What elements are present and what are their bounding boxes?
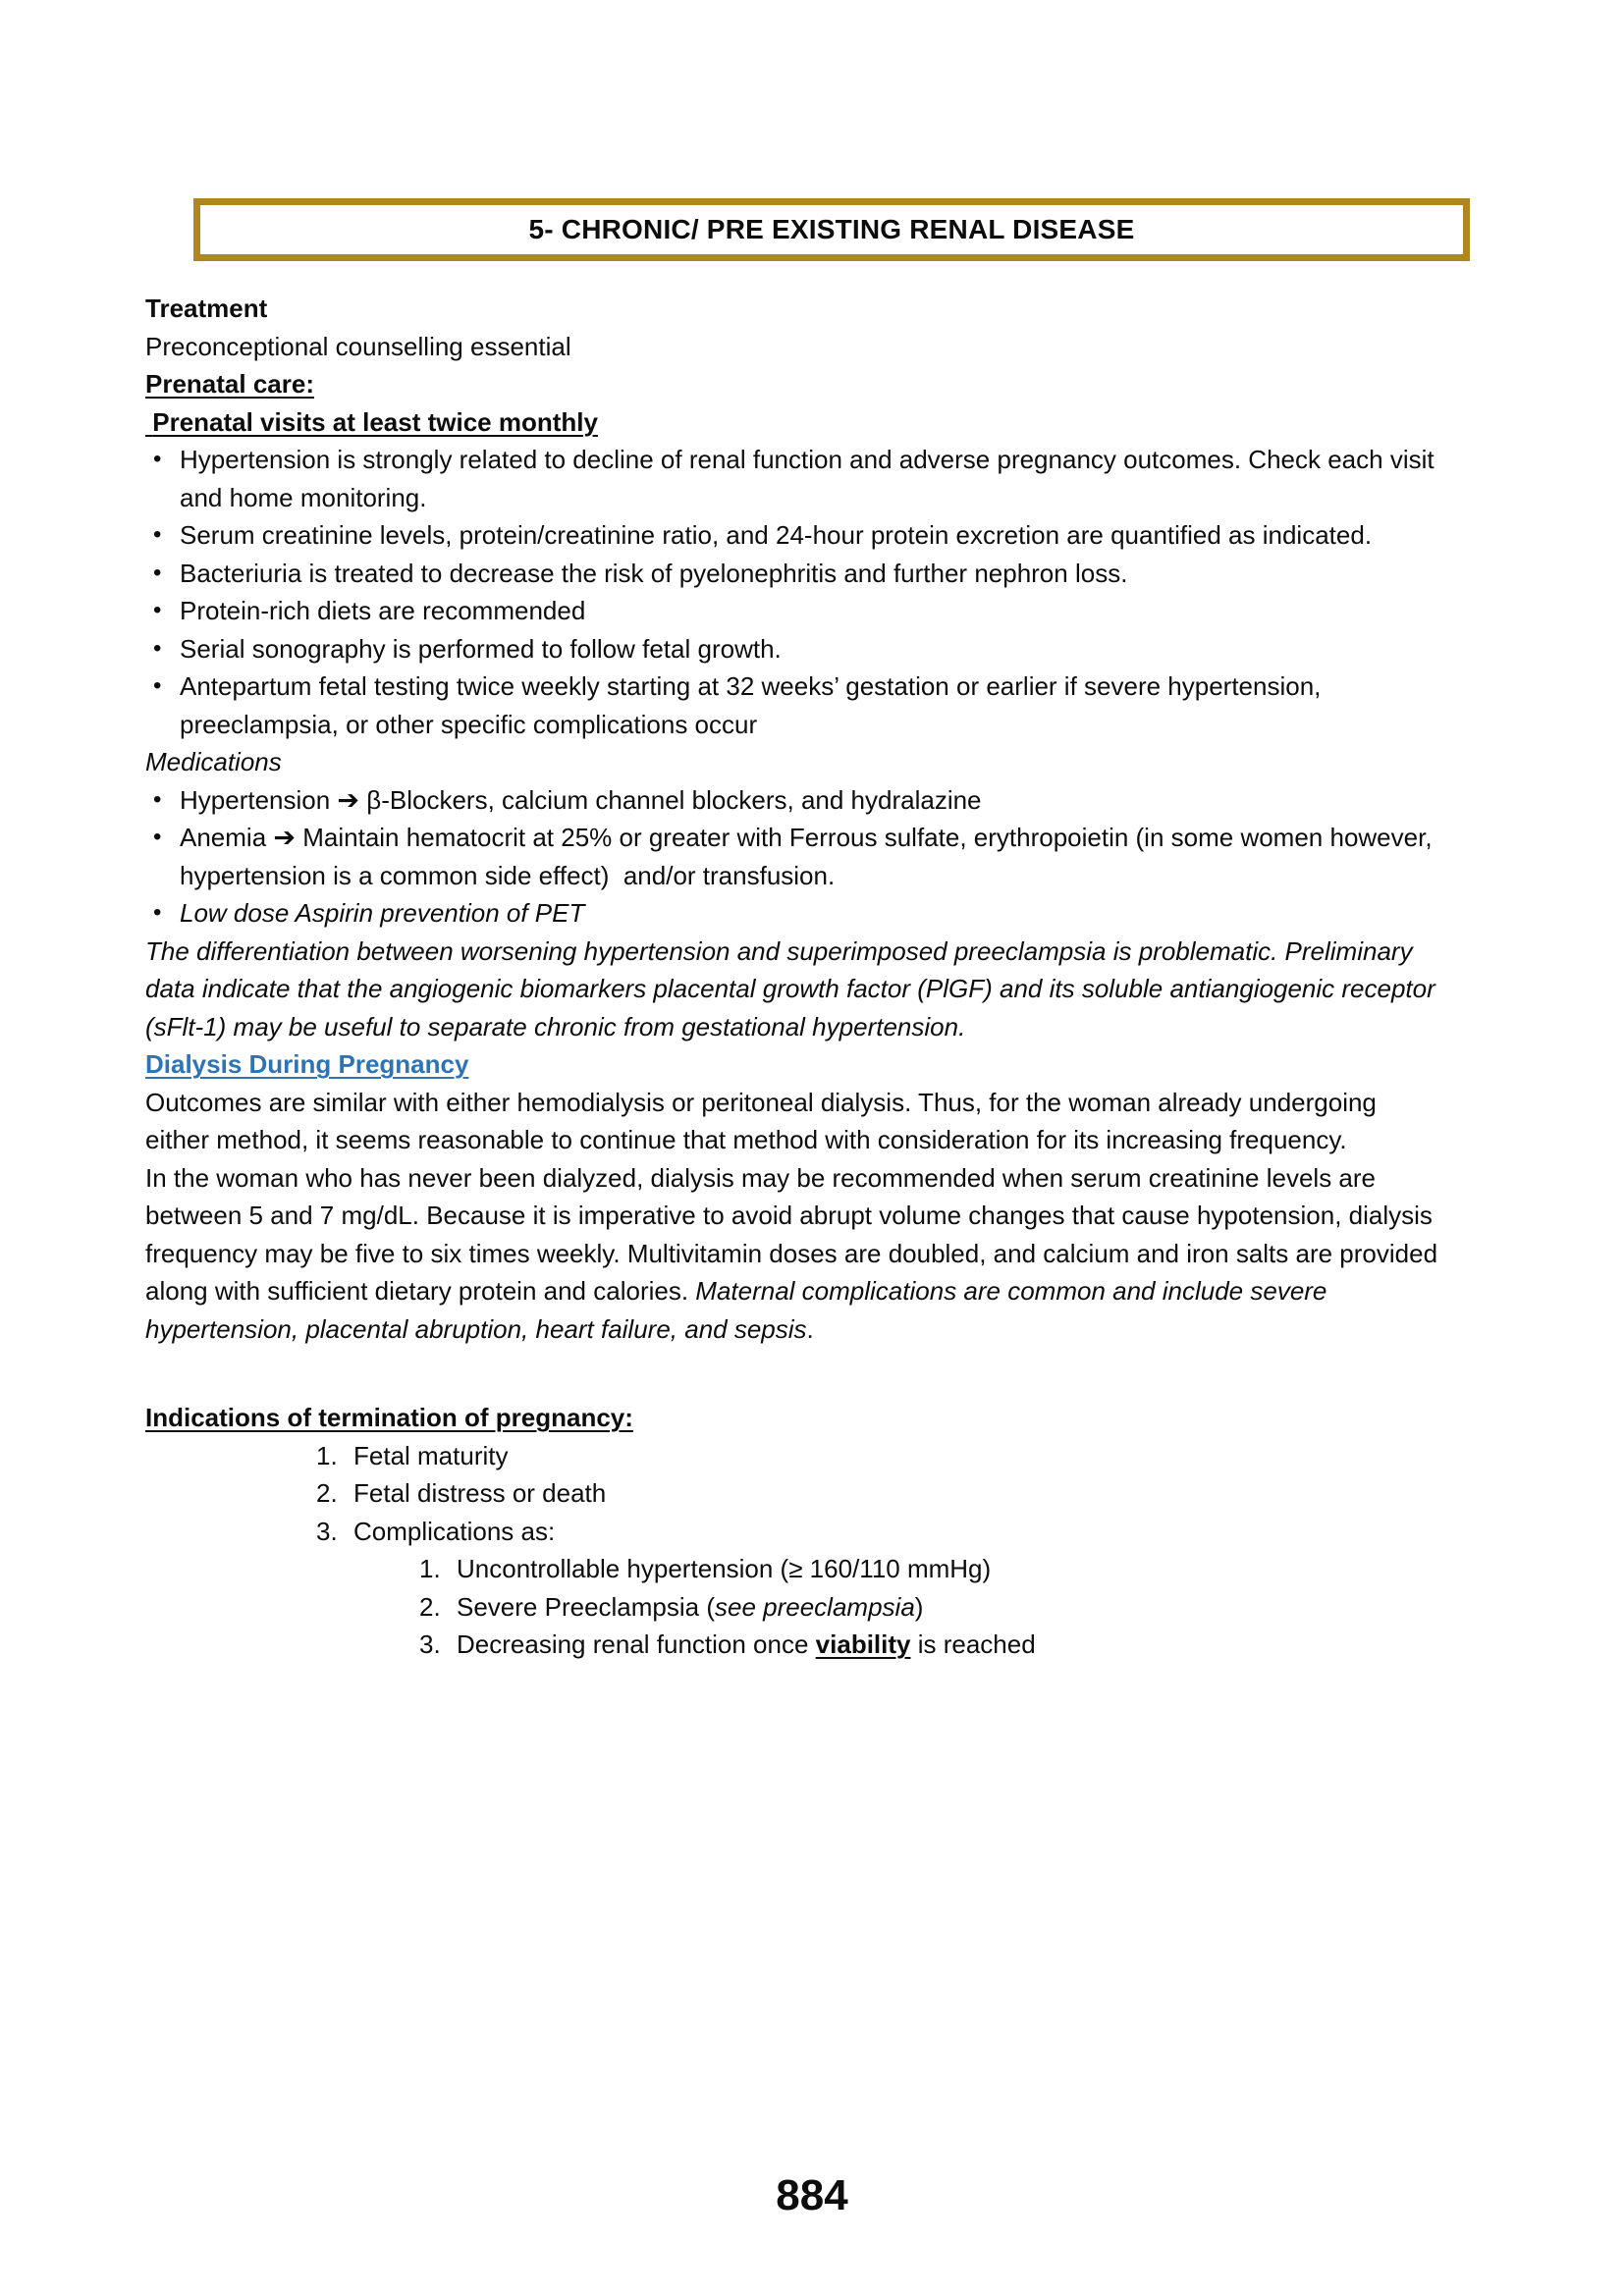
prenatal-care-bullet: [145, 667, 1446, 743]
complication-item-2: [145, 1588, 1446, 1627]
bullet-icon: •: [153, 559, 162, 586]
medication-bullet-hypertension: [145, 781, 1446, 820]
text-run: Outcomes are similar with either hemodialysis or peritoneal dialysis. Thus, for the woman already undergoing either method, it seems reasonable to continue that method with consideration for its increasing frequency.: [145, 1087, 1384, 1154]
complication-item-1: [145, 1550, 1446, 1588]
prenatal-care-bullet: [145, 630, 1446, 668]
text-run: Prenatal care:: [145, 369, 314, 399]
text-run: Treatment: [145, 294, 268, 323]
arrow-icon: ➔: [337, 784, 360, 815]
numbered-text: [457, 1626, 1446, 1664]
text-run: Anemia: [180, 823, 274, 852]
number-label: 1.: [316, 1440, 338, 1470]
title-box: [193, 198, 1470, 261]
text-run: is reached: [910, 1629, 1036, 1659]
text-run: Decreasing renal function once: [457, 1629, 816, 1659]
spacer: [145, 1348, 1446, 1399]
indication-item-2: [145, 1474, 1446, 1513]
numbered-text: [457, 1550, 1446, 1588]
bullet-text: [180, 592, 1446, 630]
complication-item-3: [145, 1626, 1446, 1664]
text-run: Antepartum fetal testing twice weekly starting at 32 weeks’ gestation or earlier if severe hypertension, preeclampsia, or other specific complications occur: [180, 671, 1328, 739]
number-label: 2.: [316, 1478, 338, 1508]
text-run: Serial sonography is performed to follow fetal growth.: [180, 633, 782, 664]
bullet-icon: •: [153, 672, 162, 699]
numbered-text: [353, 1474, 1446, 1513]
text-run: Hypertension is strongly related to decline of renal function and adverse pregnancy outcomes. Check each visit and home monitoring.: [180, 445, 1441, 512]
dialysis-paragraph-1: [145, 1084, 1446, 1159]
indication-item-1: [145, 1437, 1446, 1475]
arrow-icon: ➔: [273, 823, 297, 852]
bullet-text: [180, 555, 1446, 593]
bullet-icon: •: [153, 597, 162, 623]
prenatal-visits-heading: [145, 403, 1446, 442]
text-run: The differentiation between worsening hypertension and superimposed preeclampsia is problematic. Preliminary data indicate that the angiogenic biomarkers placental growth factor (PlGF) and its soluble antiangiogenic receptor (sFlt-1) may be useful to separate chronic from gestational hypertension.: [145, 935, 1442, 1041]
bullet-icon: •: [153, 785, 162, 813]
text-run: Protein-rich diets are recommended: [180, 596, 586, 625]
text-run: Fetal distress or death: [353, 1478, 607, 1508]
preconceptional-line: [145, 328, 1446, 366]
page-title: 5- CHRONIC/ PRE EXISTING RENAL DISEASE: [528, 214, 1135, 244]
text-run: Uncontrollable hypertension (≥ 160/110 mmHg): [457, 1554, 992, 1583]
prenatal-care-bullet: [145, 555, 1446, 593]
text-run: Serum creatinine levels, protein/creatinine ratio, and 24-hour protein excretion are quantified as indicated.: [180, 520, 1373, 550]
bullet-icon: •: [153, 899, 162, 926]
bullet-text: [180, 894, 1446, 933]
text-run: In the woman who has never been dialyzed, dialysis may be recommended when serum creatinine levels are between 5 and 7 mg/dL. Because it is imperative to avoid abrupt volume changes that cause hypotension, dialysis frequency may be five to six times weekly. Multivitamin doses are doubled, and calcium and iron salts are provided along with sufficient dietary protein and calories.: [145, 1162, 1445, 1306]
document-body: [145, 290, 1446, 1664]
text-run: Severe Preeclampsia (: [457, 1591, 715, 1622]
bullet-icon: •: [153, 824, 162, 850]
medication-bullet-aspirin: [145, 894, 1446, 933]
numbered-text: [457, 1588, 1446, 1627]
text-run: Prenatal visits at least twice monthly: [145, 406, 598, 437]
bullet-icon: •: [153, 446, 162, 472]
prenatal-care-bullet: [145, 516, 1446, 555]
text-run: Indications of termination of pregnancy:: [145, 1403, 633, 1432]
dialysis-heading[interactable]: [145, 1045, 1446, 1084]
text-run: Medications: [145, 747, 282, 776]
numbered-text: [353, 1437, 1446, 1475]
prenatal-care-bullet: [145, 592, 1446, 630]
text-run: Fetal maturity: [353, 1440, 509, 1470]
bullet-icon: •: [153, 521, 162, 548]
number-label: 3.: [419, 1629, 441, 1659]
dialysis-paragraph-2: [145, 1159, 1446, 1349]
text-run: Complications as:: [353, 1516, 556, 1546]
text-run: Dialysis During Pregnancy: [145, 1049, 469, 1079]
bullet-text: [180, 819, 1446, 894]
number-label: 1.: [419, 1554, 441, 1583]
number-label: 3.: [316, 1516, 338, 1546]
text-run: ): [914, 1591, 924, 1622]
prenatal-care-bullet: [145, 441, 1446, 516]
differentiation-paragraph: [145, 933, 1446, 1046]
number-label: 2.: [419, 1591, 441, 1622]
treatment-heading: [145, 290, 1446, 328]
bullet-text: [180, 630, 1446, 668]
text-run: Preconceptional counselling essential: [145, 331, 571, 361]
bullet-text: [180, 441, 1446, 516]
text-run: Bacteriuria is treated to decrease the risk of pyelonephritis and further nephron loss.: [180, 558, 1128, 588]
text-run: Maintain hematocrit at 25% or greater with Ferrous sulfate, erythropoietin (in some women however, hypertension is a common side effect) and/or transfusion.: [180, 823, 1439, 890]
indications-heading: [145, 1399, 1446, 1437]
indication-item-3: [145, 1513, 1446, 1551]
bullet-icon: •: [153, 634, 162, 662]
medications-heading: [145, 743, 1446, 781]
numbered-text: [353, 1513, 1446, 1551]
text-run: Low dose Aspirin prevention of PET: [180, 898, 585, 928]
text-run: Hypertension: [180, 784, 338, 815]
text-run: Maternal complications are common and include severe hypertension, placental abruption, heart failure, and sepsis: [145, 1276, 1334, 1344]
text-run: .: [806, 1313, 814, 1344]
medication-bullet-anemia: [145, 819, 1446, 894]
bullet-text: [180, 516, 1446, 555]
text-run: viability: [815, 1629, 911, 1659]
bullet-text: [180, 781, 1446, 820]
bullet-text: [180, 667, 1446, 743]
page-number: 884: [776, 2171, 848, 2219]
text-run: β-Blockers, calcium channel blockers, and hydralazine: [359, 784, 982, 815]
text-run: see preeclampsia: [715, 1591, 915, 1622]
prenatal-care-heading: [145, 365, 1446, 403]
